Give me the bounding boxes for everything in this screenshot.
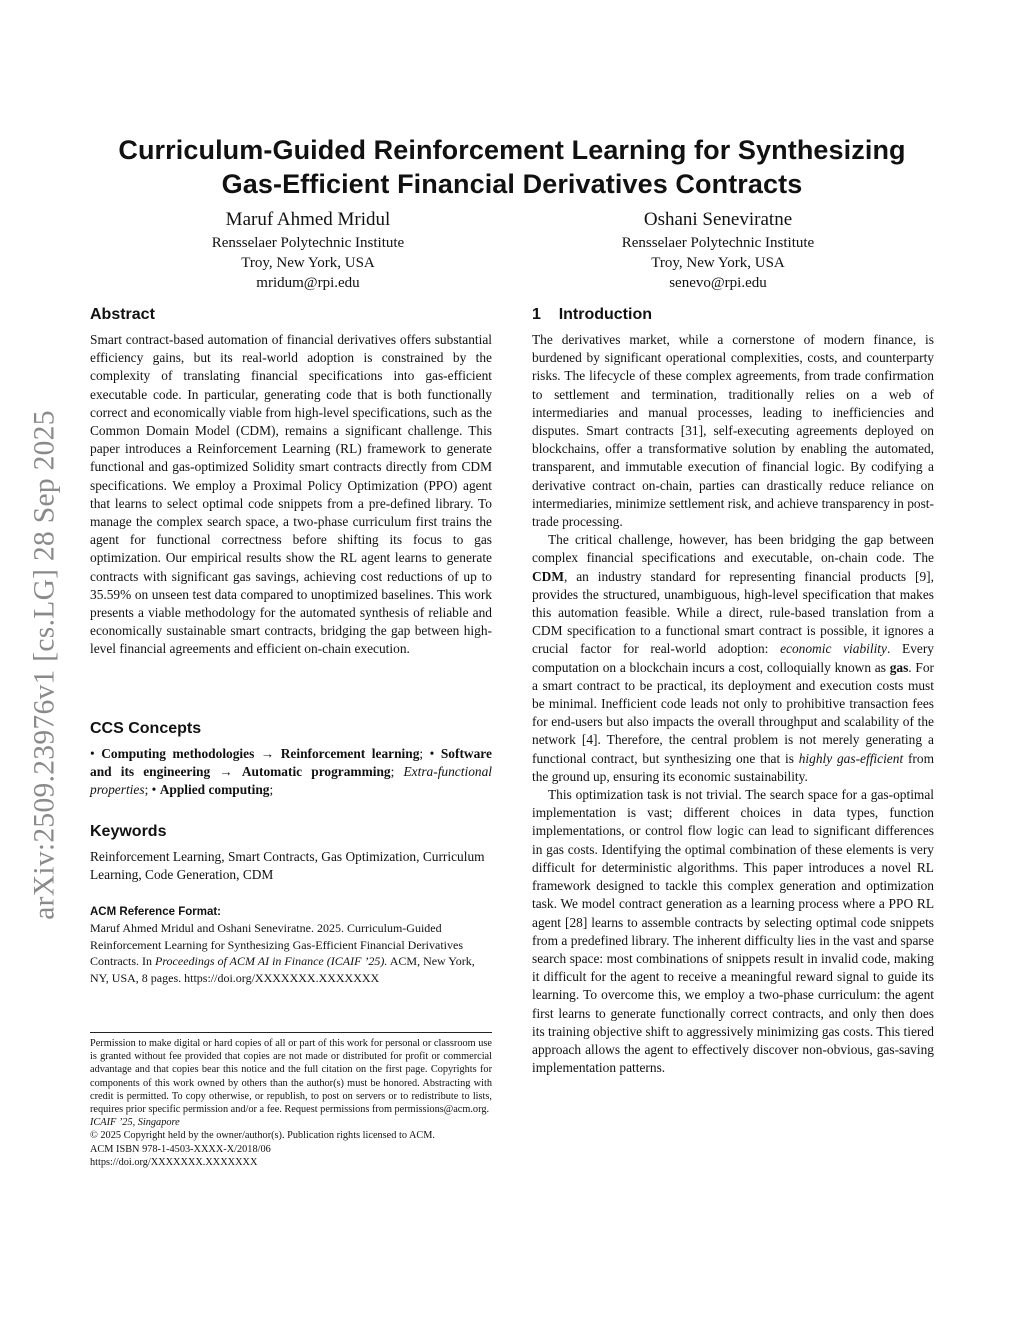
ccs-heading: CCS Concepts [90,720,202,737]
author-email: senevo@rpi.edu [669,275,767,291]
title-line-2: Gas-Efficient Financial Derivatives Contracts [221,169,803,199]
permission-text: Permission to make digital or hard copies of all or part of this work for personal or classroom use is granted without fee provided that copies are not made or distributed for profit or commercial advantage and that copies bear this notice and the full citation on the first page. Copyrights for components of this work owned by others than the author(s) must be honored. Abstracting with credit is permitted. To copy otherwise, or republish, to post on servers or to redistribute to lists, requires prior specific permission and/or a fee. Request permissions from permissions@acm.org. [90,1038,492,1116]
keywords-heading: Keywords [90,823,167,840]
author-block-1 [143,207,473,293]
ccs-section [90,718,492,800]
intro-paragraph-1: The derivatives market, while a cornerstone of modern finance, is burdened by significant operational complexities, costs, and counterparty risks. The lifecycle of these complex agreements, from trade confirmation to settlement and termination, traditionally relies on a web of intermediaries and manual processes, leading to inefficiencies and disputes. Smart contracts [31], self-executing agreements deployed on blockchains, offer a transformative solution by enabling the automated, transparent, and immutable execution of financial logic. By codifying a derivative contract on-chain, parties can drastically reduce reliance on intermediaries, minimize settlement risk, and achieve transparency in post-trade processing. [532,332,934,530]
author-location: Troy, New York, USA [241,255,375,271]
abstract-section [90,304,492,659]
author-name: Oshani Seneviratne [643,209,793,230]
doi-line: https://doi.org/XXXXXXX.XXXXXXX [90,1156,258,1168]
author-location: Troy, New York, USA [651,255,785,271]
keywords-section [90,821,492,884]
paper-title [0,133,1024,201]
isbn-line: ACM ISBN 978-1-4503-XXXX-X/2018/06 [90,1143,271,1155]
author-email: mridum@rpi.edu [256,275,360,291]
conference-line: ICAIF ’25, Singapore [90,1117,180,1129]
acm-reference-text: Maruf Ahmed Mridul and Oshani Seneviratne. 2025. Curriculum-Guided Reinforcement Learning for Synthesizing Gas-Efficient Financial Derivatives Contracts. In Proceedings of ACM AI in Finance (ICAIF ’25). ACM, New York, NY, USA, 8 pages. https://doi.org/XXXXXXX.XXXXXXX [90,921,475,985]
author-block-2 [553,207,883,293]
introduction-section [532,304,934,1077]
permission-footnote [90,1032,492,1169]
keywords-text: Reinforcement Learning, Smart Contracts, Gas Optimization, Curriculum Learning, Code Generation, CDM [90,849,485,883]
arxiv-identifier: arXiv:2509.23976v1 [cs.LG] 28 Sep 2025 [28,409,61,920]
acm-reference [90,904,492,986]
acm-reference-heading: ACM Reference Format: [90,906,221,918]
author-institution: Rensselaer Polytechnic Institute [621,235,815,251]
abstract-text: Smart contract-based automation of financial derivatives offers substantial efficiency gains, but its real-world adoption is constrained by the complexity of translating financial specifications into gas-efficient executable code. In particular, generating code that is both functionally correct and economically viable from high-level specifications, such as the Common Domain Model (CDM), remains a significant challenge. This paper introduces a Reinforcement Learning (RL) framework to generate functional and gas-optimized Solidity smart contracts directly from CDM specifications. We employ a Proximal Policy Optimization (PPO) agent that learns to select optimal code snippets from a pre-defined library. To manage the complex search space, a two-phase curriculum first trains the agent for functional correctness before shifting its focus to gas optimization. Our empirical results show the RL agent learns to generate contracts with significant gas savings, achieving cost reductions of up to 35.59% on unseen test data compared to unoptimized baselines. This work presents a viable methodology for the automated synthesis of reliable and economically sustainable smart contracts, bridging the gap between high-level financial agreements and efficient on-chain execution. [90,332,492,657]
title-line-1: Curriculum-Guided Reinforcement Learning for Synthesizing [118,135,906,165]
abstract-heading: Abstract [90,306,155,323]
copyright-line: © 2025 Copyright held by the owner/author(s). Publication rights licensed to ACM. [90,1130,436,1142]
intro-paragraph-3: This optimization task is not trivial. The search space for a gas-optimal implementation is vast; different choices in data types, function implementations, or control flow logic can lead to significant differences in gas costs. Identifying the optimal combination of these elements is very difficult for deterministic algorithms. This paper introduces a novel RL framework designed to tackle this complex generation and optimization task. We model contract generation as a learning process where a PPO RL agent [28] learns to assemble contracts by selecting optimal code snippets from a predefined library. The inherent difficulty lies in the vast and sparse search space: most combinations of snippets result in invalid code, making it difficult for the agent to receive a meaningful reward signal to guide its learning. To overcome this, we employ a two-phase curriculum: the agent first learns to generate functionally correct contracts, and only then does its training objective shift to aggressively minimizing gas costs. This tiered approach allows the agent to effectively discover non-obvious, gas-saving implementation patterns. [532,787,934,1076]
author-name: Maruf Ahmed Mridul [225,209,391,230]
ccs-concepts: • Computing methodologies → Reinforcement learning; • Software and its engineering → Automatic programming; Extra-functional properties; • Applied computing; [90,746,492,798]
intro-paragraph-2: The critical challenge, however, has been bridging the gap between complex financial specifications and executable, on-chain code. The CDM, an industry standard for representing financial products [9], provides the structured, unambiguous, high-level specification that makes this automation feasible. While a direct, rule-based translation from a CDM specification to a functional smart contract is possible, it ignores a crucial factor for real-world adoption: economic viability. Every computation on a blockchain incurs a cost, colloquially known as gas. For a smart contract to be practical, its deployment and execution costs must be minimal. Inefficient code leads not only to prohibitive transaction fees for end-users but also impacts the overall throughput and scalability of the network [4]. Therefore, the central problem is not merely generating a functional contract, but synthesizing one that is highly gas-efficient from the ground up, ensuring its economic sustainability. [532,532,934,784]
introduction-heading: 1 Introduction [532,306,652,323]
author-institution: Rensselaer Polytechnic Institute [211,235,405,251]
